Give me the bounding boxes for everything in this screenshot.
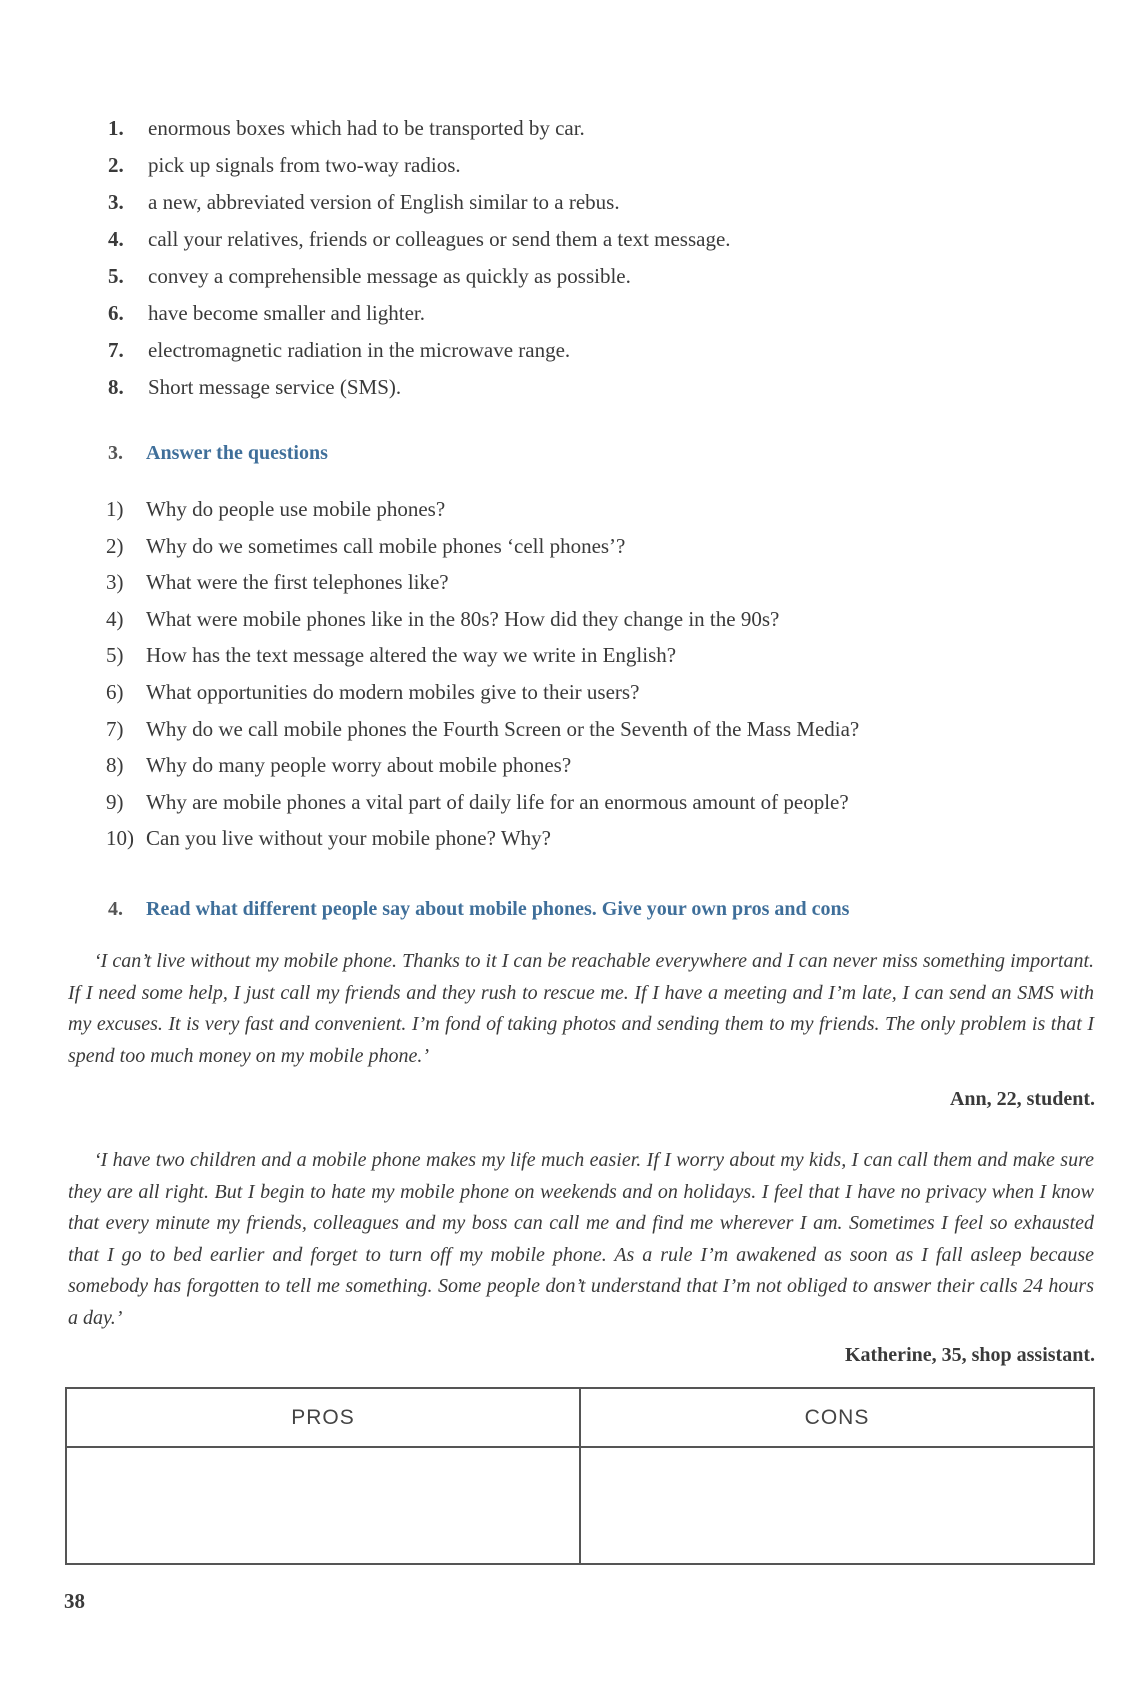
quote-katherine: ‘I have two children and a mobile phone makes my life much easier. If I worry about my kids, I can call them and make sure they are all right. But I begin to hate my mobile phone on weekends and on holidays. I feel that I have no privacy when I know that every minute my friends, colleagues and my boss can call me and find me wherever I am. Sometimes I feel so exhausted that I go to bed earlier and forget to turn off my mobile phone. As a rule I’m awakened as soon as I fall asleep because somebody has forgotten to tell me something. Some people don’t understand that I’m not obliged to answer their calls 24 hours a day.’ — [68, 1149, 1094, 1329]
question-item — [106, 534, 859, 571]
item-text: have become smaller and lighter. — [148, 301, 425, 325]
section-title: Answer the questions — [146, 442, 328, 464]
question-item — [106, 717, 859, 754]
item-number: 8. — [108, 375, 124, 399]
section-4-heading — [108, 898, 849, 921]
pros-cons-table — [65, 1387, 1095, 1565]
question-item — [106, 497, 859, 534]
item-text: enormous boxes which had to be transported by car. — [148, 116, 585, 140]
question-number: 9) — [106, 789, 124, 814]
matching-answers-list — [108, 116, 731, 412]
item-number: 5. — [108, 264, 124, 288]
question-text: Why are mobile phones a vital part of daily life for an enormous amount of people? — [146, 789, 849, 814]
page-number: 38 — [64, 1589, 85, 1613]
section-3-heading — [108, 442, 328, 465]
question-number: 3) — [106, 570, 124, 595]
table-header-row — [66, 1388, 1094, 1447]
list-item — [108, 338, 731, 375]
quote-author: Ann, 22, student. — [949, 1088, 1095, 1110]
pros-cell[interactable] — [66, 1447, 580, 1564]
cons-header: CONS — [580, 1388, 1094, 1447]
question-text: How has the text message altered the way we write in English? — [146, 643, 677, 668]
question-item — [106, 643, 859, 680]
question-text: Why do many people worry about mobile phones? — [146, 753, 572, 778]
section-title: Read what different people say about mobile phones. Give your own pros and cons — [146, 898, 850, 920]
section-number: 4. — [108, 898, 123, 920]
list-item — [108, 227, 731, 264]
question-number: 6) — [106, 679, 124, 704]
list-item — [108, 190, 731, 227]
question-number: 8) — [106, 753, 124, 778]
cons-cell[interactable] — [580, 1447, 1094, 1564]
list-item — [108, 301, 731, 338]
question-number: 7) — [106, 716, 124, 741]
question-number: 2) — [106, 533, 124, 558]
list-item — [108, 153, 731, 190]
list-item — [108, 116, 731, 153]
question-text: Why do we call mobile phones the Fourth Screen or the Seventh of the Mass Media? — [146, 716, 860, 741]
question-item — [106, 753, 859, 790]
question-text: What were the first telephones like? — [146, 570, 449, 595]
list-item — [108, 375, 731, 412]
question-number: 5) — [106, 643, 124, 668]
item-text: call your relatives, friends or colleagues or send them a text message. — [148, 227, 731, 251]
item-number: 6. — [108, 301, 124, 325]
question-item — [106, 680, 859, 717]
quote-author: Katherine, 35, shop assistant. — [844, 1344, 1095, 1366]
question-text: Why do we sometimes call mobile phones ‘cell phones’? — [146, 533, 626, 558]
list-item — [108, 264, 731, 301]
question-number: 4) — [106, 606, 124, 631]
question-text: What opportunities do modern mobiles give to their users? — [146, 679, 640, 704]
item-text: a new, abbreviated version of English similar to a rebus. — [148, 190, 620, 214]
quote-ann: ‘I can’t live without my mobile phone. Thanks to it I can be reachable everywhere and I can never miss something important. If I need some help, I just call my friends and they rush to rescue me. If I have a meeting and I’m late, I can send an SMS with my excuses. It is very fast and convenient. I’m fond of taking photos and sending them to my friends. The only problem is that I spend too much money on my mobile phone.’ — [68, 950, 1094, 1067]
pros-header: PROS — [66, 1388, 580, 1447]
item-number: 2. — [108, 153, 124, 177]
table-row — [66, 1447, 1094, 1564]
question-item — [106, 607, 859, 644]
question-text: What were mobile phones like in the 80s? How did they change in the 90s? — [146, 606, 780, 631]
item-number: 1. — [108, 116, 124, 140]
section-number: 3. — [108, 442, 123, 464]
item-number: 3. — [108, 190, 124, 214]
item-number: 4. — [108, 227, 124, 251]
question-number: 10) — [106, 826, 134, 851]
item-text: pick up signals from two-way radios. — [148, 153, 461, 177]
item-number: 7. — [108, 338, 124, 362]
item-text: convey a comprehensible message as quickly as possible. — [148, 264, 631, 288]
questions-list — [106, 497, 859, 863]
question-text: Can you live without your mobile phone? Why? — [146, 826, 551, 851]
question-text: Why do people use mobile phones? — [146, 497, 446, 521]
question-number: 1) — [106, 497, 124, 521]
question-item — [106, 790, 859, 827]
item-text: Short message service (SMS). — [148, 375, 402, 399]
question-item — [106, 826, 859, 863]
question-item — [106, 570, 859, 607]
item-text: electromagnetic radiation in the microwave range. — [148, 338, 571, 362]
